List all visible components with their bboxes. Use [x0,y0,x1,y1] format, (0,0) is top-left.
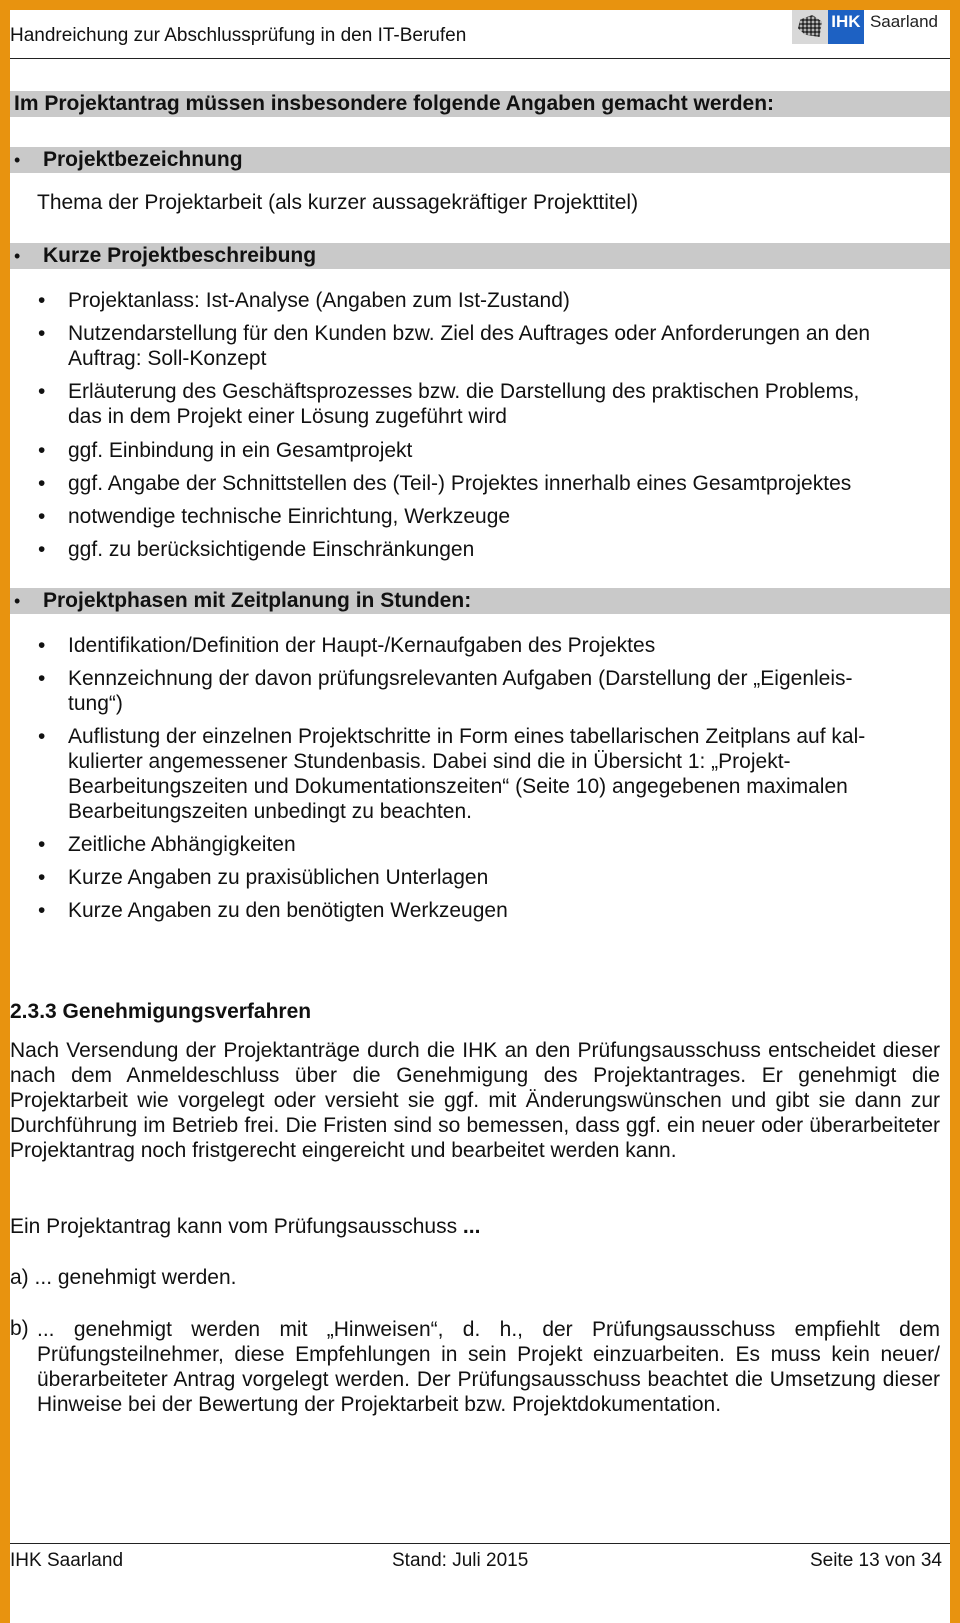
section-bar-projektbeschreibung [10,243,950,269]
subsection-paragraph: Nach Versendung der Projektanträge durch die IHK an den Prüfungsausschuss entscheidet dieser nach dem Anmeldeschluss über die Genehmigung des Projektantrages. Er genehmigt die Projektarbeit wie vorgelegt oder versieht sie ggf. mit Änderungswünschen und gibt sie dann zur Durchführung im Betrieb frei. Die Fristen sind so bemessen, dass ggf. ein neuer oder überarbeiteter Projektantrag noch fristgerecht eingereicht und bearbeitet werden kann. [10,1039,940,1162]
section-bar-projektbezeichnung [10,147,950,173]
lead-text: Ein Projektantrag kann vom Prüfungsausschuss ... [10,1215,481,1238]
section-title: Projektphasen mit Zeitplanung in Stunden: [43,589,472,612]
list-item: • Kurze Angaben zu praxisüblichen Unterlagen [68,865,488,890]
saarland-map-icon [792,10,828,44]
list-item: • ggf. Einbindung in ein Gesamtprojekt [68,438,412,463]
footer-left: IHK Saarland [10,1550,124,1571]
intro-bar-text: Im Projektantrag müssen insbesondere folgende Angaben gemacht werden: [14,92,775,115]
list-item: • Nutzendarstellung für den Kunden bzw. Ziel des Auftrages oder Anforderungen an den Auftrag: Soll-Konzept [68,321,870,371]
footer-center: Stand: Juli 2015 [392,1550,529,1571]
section-bullet: • [14,591,21,611]
intro-bar [10,91,950,117]
document-page [10,10,950,1623]
section-bullet: • [14,246,21,266]
list-item: • Kurze Angaben zu den benötigten Werkzeugen [68,898,508,923]
page-footer [10,1543,950,1584]
footer-right: Seite 13 von 34 [809,1550,942,1571]
section-title: Kurze Projektbeschreibung [43,244,317,267]
list-item: • ggf. Angabe der Schnittstellen des (Teil-) Projektes innerhalb eines Gesamtprojektes [68,471,851,496]
list-item: • notwendige technische Einrichtung, Werkzeuge [68,504,510,529]
option-a: a) ... genehmigt werden. [10,1266,237,1289]
header-title: Handreichung zur Abschlussprüfung in den IT-Berufen [10,25,467,46]
list-item: • Auflistung der einzelnen Projektschritte in Form eines tabellarischen Zeitplans auf kal- kulierter angemessener Stundenbasis. Dabei sind die in Übersicht 1: „Projekt- Bearbeitungszeiten und Dokumentationszeiten“ (Seite 10) angegebenen maximalen Bearbeitungszeiten unbedingt zu beachten. [68,724,865,824]
subsection-heading: 2.3.3 Genehmigungsverfahren [10,1000,312,1023]
list-item: • Projektanlass: Ist-Analyse (Angaben zum Ist-Zustand) [68,288,570,313]
list-item: • Erläuterung des Geschäftsprozesses bzw. die Darstellung des praktischen Problems, das in dem Projekt einer Lösung zugeführt wird [68,379,859,429]
option-b-label: b) [10,1317,29,1340]
list-item: • Kennzeichnung der davon prüfungsrelevanten Aufgaben (Darstellung der „Eigenleis- tung“) [68,666,853,716]
logo-text: Saarland [869,12,938,31]
list-item: • Identifikation/Definition der Haupt-/Kernaufgaben des Projektes [68,633,655,658]
page-header [10,10,950,59]
option-b-text: ... genehmigt werden mit „Hinweisen“, d. h., der Prüfungsausschuss empfiehlt dem Prüfungsteilnehmer, diese Empfehlungen in sein Projekt einzuarbeiten. Es muss kein neuer/überarbeiteter Antrag vorgelegt werden. Der Prüfungsausschuss beachtet die Umsetzung dieser Hinweise bei der Bewertung der Projektarbeit bzw. Projektdokumentation. [37,1318,940,1416]
logo-box: IHK [828,10,864,44]
list-item: • Zeitliche Abhängigkeiten [68,832,296,857]
section-bullet: • [14,150,21,170]
section-text: Thema der Projektarbeit (als kurzer aussagekräftiger Projekttitel) [37,191,639,214]
ihk-logo [792,10,938,46]
section-bar-projektphasen [10,588,950,614]
section-title: Projektbezeichnung [43,148,243,171]
list-item: • ggf. zu berücksichtigende Einschränkungen [68,537,474,562]
